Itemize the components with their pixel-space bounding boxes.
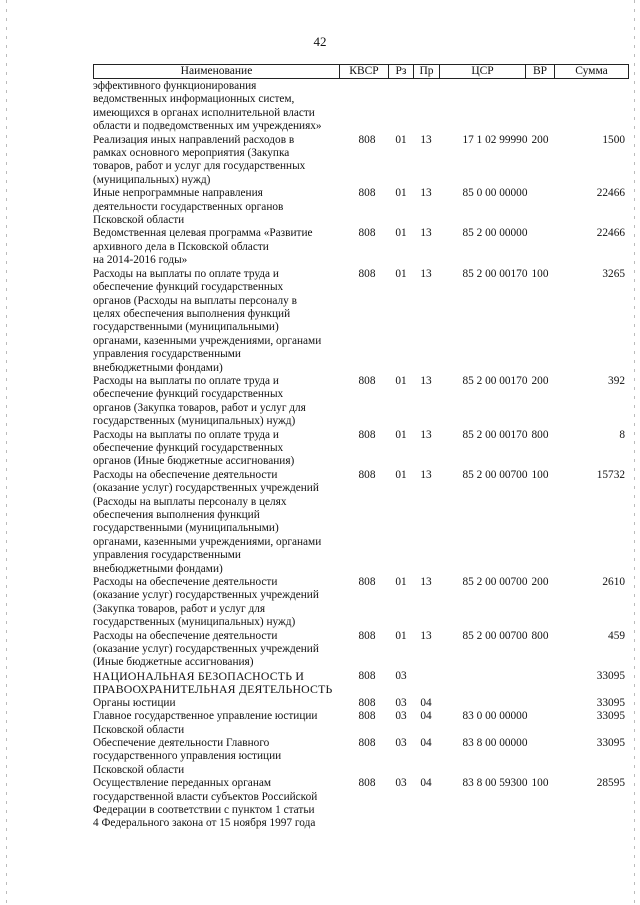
row-rz: 01 [395, 468, 407, 481]
row-csr: 85 2 00 00000 [462, 227, 528, 240]
table-row [93, 375, 629, 429]
row-name: эффективного функционирования ведомственных информационных систем, имеющихся в органах исполнительной власти области и подведомственных им учреждениях» [93, 80, 322, 133]
table-row [93, 80, 629, 134]
row-kvsr: 808 [358, 374, 376, 387]
row-vr: 800 [531, 629, 549, 642]
row-sum: 33095 [596, 696, 625, 709]
row-csr: 83 8 00 59300 [462, 777, 528, 790]
row-csr: 85 2 00 00700 [462, 629, 528, 642]
row-rz: 03 [395, 696, 407, 709]
row-pr: 13 [420, 187, 432, 200]
row-pr: 04 [420, 710, 432, 723]
row-vr: 200 [531, 576, 549, 589]
table-row [93, 777, 629, 831]
row-sum: 33095 [596, 669, 625, 682]
row-csr: 85 2 00 00700 [462, 576, 528, 589]
row-sum: 459 [608, 629, 625, 642]
table-row [93, 710, 629, 737]
table-row [93, 630, 629, 670]
row-pr: 13 [420, 133, 432, 146]
row-rz: 03 [395, 736, 407, 749]
row-pr: 13 [420, 428, 432, 441]
row-kvsr: 808 [358, 468, 376, 481]
row-pr: 13 [420, 267, 432, 280]
row-name: Расходы на обеспечение деятельности (оказание услуг) государственных учреждений (Иные бюджетные ассигнования) [93, 629, 319, 669]
row-rz: 01 [395, 267, 407, 280]
row-rz: 01 [395, 187, 407, 200]
row-vr: 800 [531, 428, 549, 441]
table-row [93, 429, 629, 469]
row-kvsr: 808 [358, 629, 376, 642]
row-rz: 03 [395, 710, 407, 723]
row-kvsr: 808 [358, 696, 376, 709]
table-body [93, 80, 629, 831]
row-pr: 13 [420, 374, 432, 387]
row-csr: 83 0 00 00000 [462, 710, 528, 723]
row-name: НАЦИОНАЛЬНАЯ БЕЗОПАСНОСТЬ И ПРАВООХРАНИТЕЛЬНАЯ ДЕЯТЕЛЬНОСТЬ [93, 668, 333, 697]
row-sum: 8 [619, 428, 625, 441]
row-sum: 28595 [596, 777, 625, 790]
header-vr: ВР [532, 65, 548, 77]
row-rz: 01 [395, 227, 407, 240]
header-sum: Сумма [575, 65, 608, 77]
table-row [93, 576, 629, 630]
row-pr: 04 [420, 736, 432, 749]
row-pr: 04 [420, 696, 432, 709]
row-kvsr: 808 [358, 576, 376, 589]
row-kvsr: 808 [358, 710, 376, 723]
row-kvsr: 808 [358, 133, 376, 146]
row-pr: 13 [420, 227, 432, 240]
row-vr: 100 [531, 468, 549, 481]
table-row [93, 697, 629, 710]
row-name: Расходы на выплаты по оплате труда и обеспечение функций государственных органов (Иные бюджетные ассигнования) [93, 428, 295, 468]
row-sum: 15732 [596, 468, 625, 481]
row-sum: 392 [608, 374, 625, 387]
row-csr: 85 2 00 00170 [462, 374, 528, 387]
scan-edge-left [6, 0, 7, 905]
header-pr: Пр [419, 65, 434, 77]
row-pr: 13 [420, 576, 432, 589]
row-sum: 1500 [602, 133, 625, 146]
table-row [93, 670, 629, 697]
row-name: Обеспечение деятельности Главного государственного управления юстиции Псковской области [93, 736, 282, 776]
page-number: 42 [313, 34, 327, 49]
row-name: Расходы на обеспечение деятельности (оказание услуг) государственных учреждений (Закупка товаров, работ и услуг для государственных (муниципальных) нужд) [93, 576, 319, 629]
row-vr: 200 [531, 133, 549, 146]
row-kvsr: 808 [358, 187, 376, 200]
row-sum: 3265 [602, 267, 625, 280]
table-row [93, 469, 629, 576]
table-header [93, 64, 629, 79]
row-name: Расходы на обеспечение деятельности (оказание услуг) государственных учреждений (Расходы на выплаты персоналу в целях обеспечения выполнения функций государственными (муниципальными) органами, казенными учреждениями, органами управления государственными внебюджетными фондами) [93, 468, 322, 575]
table-row [93, 134, 629, 188]
row-rz: 01 [395, 374, 407, 387]
row-csr: 17 1 02 99990 [462, 133, 528, 146]
row-name: Осуществление переданных органам государственной власти субъектов Российской Федерации в соответствии с пунктом 1 статьи 4 Федерального закона от 15 ноября 1997 года [93, 777, 318, 830]
table-row [93, 227, 629, 267]
row-vr: 100 [531, 267, 549, 280]
row-vr: 200 [531, 374, 549, 387]
row-rz: 01 [395, 428, 407, 441]
row-rz: 01 [395, 133, 407, 146]
row-kvsr: 808 [358, 736, 376, 749]
row-name: Реализация иных направлений расходов в рамках основного мероприятия (Закупка товаров, работ и услуг для государственных (муниципальных) нужд) [93, 133, 306, 186]
scan-edge-right [634, 0, 635, 905]
row-pr: 13 [420, 468, 432, 481]
row-name: Главное государственное управление юстиции Псковской области [93, 710, 318, 736]
row-kvsr: 808 [358, 777, 376, 790]
header-kvsr: КВСР [349, 65, 379, 77]
row-kvsr: 808 [358, 227, 376, 240]
row-name: Иные непрограммные направления деятельности государственных органов Псковской области [93, 187, 284, 227]
row-sum: 22466 [596, 227, 625, 240]
table-row [93, 187, 629, 227]
table-row [93, 268, 629, 375]
row-csr: 85 2 00 00170 [462, 267, 528, 280]
row-name: Органы юстиции [93, 696, 176, 709]
row-name: Ведомственная целевая программа «Развитие архивного дела в Псковской области на 2014-2016 годы» [93, 227, 313, 267]
row-name: Расходы на выплаты по оплате труда и обеспечение функций государственных органов (Закупка товаров, работ и услуг для государственных (муниципальных) нужд) [93, 374, 306, 428]
row-rz: 03 [395, 777, 407, 790]
row-kvsr: 808 [358, 267, 376, 280]
row-rz: 03 [395, 669, 407, 682]
row-pr: 13 [420, 629, 432, 642]
row-sum: 33095 [596, 736, 625, 749]
row-rz: 01 [395, 629, 407, 642]
header-csr: ЦСР [471, 65, 494, 77]
row-name: Расходы на выплаты по оплате труда и обеспечение функций государственных органов (Расходы на выплаты персоналу в целях обеспечения выполнения функций государственными (муниципальными) органами, казенными учреждениями, органами управления государственными внебюджетными фондами) [93, 267, 322, 374]
header-name: Наименование [180, 65, 253, 77]
row-sum: 33095 [596, 710, 625, 723]
row-kvsr: 808 [358, 428, 376, 441]
header-rz: Рз [395, 65, 407, 77]
row-csr: 83 8 00 00000 [462, 736, 528, 749]
row-sum: 2610 [602, 576, 625, 589]
row-csr: 85 2 00 00700 [462, 468, 528, 481]
row-vr: 100 [531, 777, 549, 790]
table-row [93, 737, 629, 777]
row-sum: 22466 [596, 187, 625, 200]
row-csr: 85 0 00 00000 [462, 187, 528, 200]
row-pr: 04 [420, 777, 432, 790]
row-csr: 85 2 00 00170 [462, 428, 528, 441]
row-rz: 01 [395, 576, 407, 589]
row-kvsr: 808 [358, 669, 376, 682]
